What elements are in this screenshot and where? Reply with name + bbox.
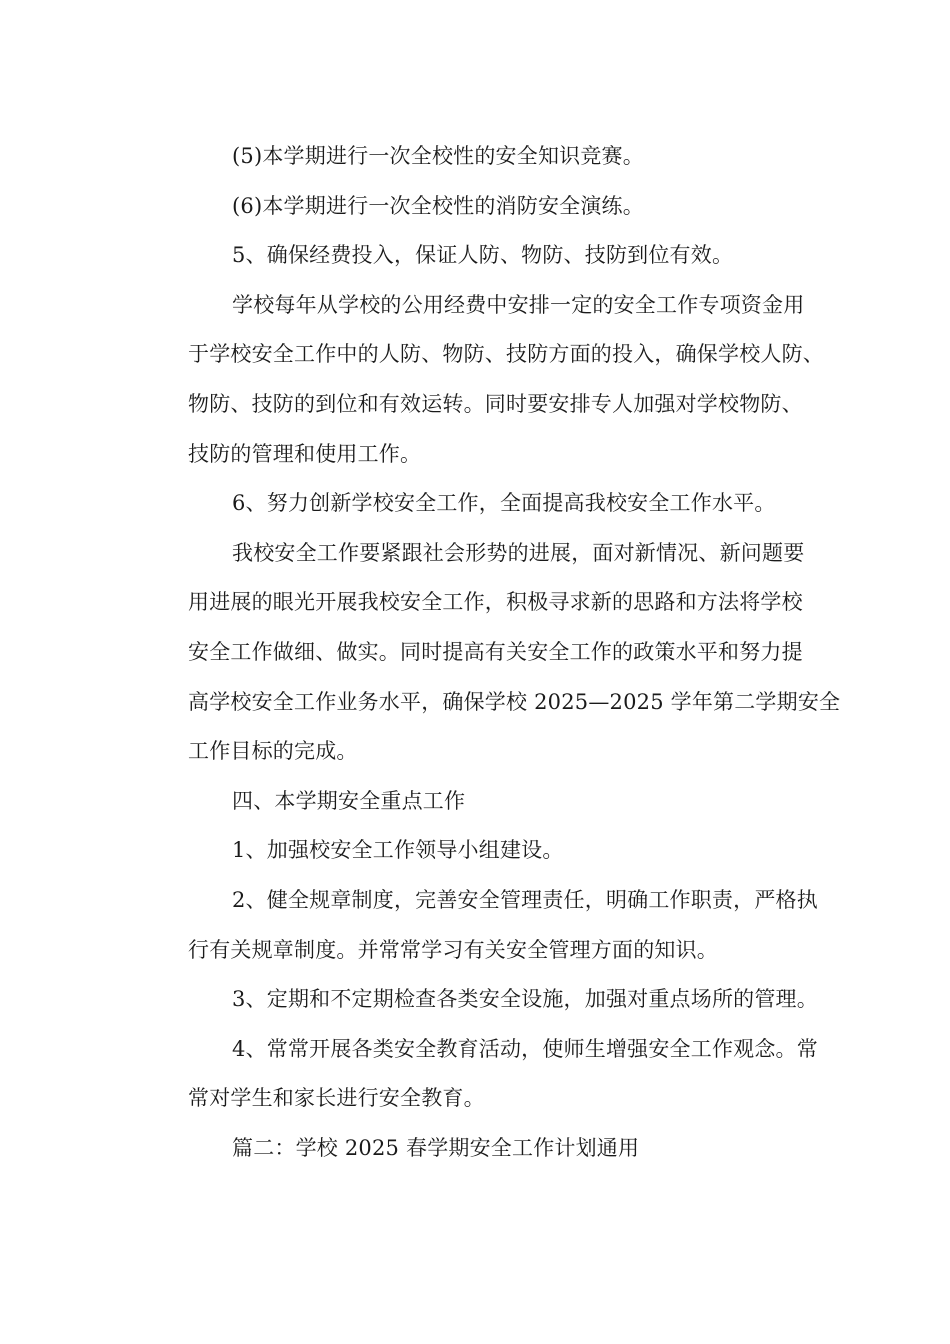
text-line: 学校每年从学校的公用经费中安排一定的安全工作专项资金用	[232, 292, 805, 317]
list-item-6	[144, 182, 824, 232]
paragraph-funding	[144, 281, 824, 479]
section-heading-6	[144, 479, 824, 529]
section-heading-5	[144, 231, 824, 281]
document-body	[144, 132, 841, 1173]
list-item-1	[144, 826, 824, 876]
text-line: 3、定期和不定期检查各类安全设施，加强对重点场所的管理。	[232, 987, 818, 1012]
text-line: 6、努力创新学校安全工作，全面提高我校安全工作水平。	[232, 491, 776, 516]
list-item-4	[144, 1025, 824, 1124]
list-item-5	[144, 132, 824, 182]
text-line: 4、常常开展各类安全教育活动，使师生增强安全工作观念。常	[232, 1036, 818, 1061]
text-line: (6)本学期进行一次全校性的消防安全演练。	[232, 193, 644, 218]
section-heading-four	[144, 777, 824, 827]
text-line: 技防的管理和使用工作。	[188, 441, 422, 466]
text-line: 物防、技防的到位和有效运转。同时要安排专人加强对学校物防、	[188, 391, 803, 416]
list-item-3	[144, 975, 824, 1025]
text-line: 1、加强校安全工作领导小组建设。	[232, 838, 564, 863]
text-line: 我校安全工作要紧跟社会形势的进展，面对新情况、新问题要	[232, 540, 805, 565]
text-line: (5)本学期进行一次全校性的安全知识竞赛。	[232, 144, 644, 168]
list-item-2	[144, 876, 824, 975]
text-line: 于学校安全工作中的人防、物防、技防方面的投入，确保学校人防、	[188, 342, 824, 367]
text-line: 5、确保经费投入，保证人防、物防、技防到位有效。	[232, 243, 734, 268]
paragraph-innovation	[144, 529, 841, 777]
text-line: 用进展的眼光开展我校安全工作，积极寻求新的思路和方法将学校	[188, 590, 803, 615]
text-line: 2、健全规章制度，完善安全管理责任，明确工作职责，严格执	[232, 887, 818, 912]
text-line: 工作目标的完成。	[188, 739, 358, 764]
text-line: 常对学生和家长进行安全教育。	[188, 1086, 485, 1111]
chapter-title	[144, 1124, 824, 1174]
text-line: 安全工作做细、做实。同时提高有关安全工作的政策水平和努力提	[188, 639, 803, 664]
text-line: 行有关规章制度。并常常学习有关安全管理方面的知识。	[188, 937, 718, 962]
text-line: 高学校安全工作业务水平，确保学校 2025—2025 学年第二学期安全	[188, 689, 841, 714]
text-line: 四、本学期安全重点工作	[232, 788, 466, 813]
text-line: 篇二：学校 2025 春学期安全工作计划通用	[232, 1135, 640, 1160]
